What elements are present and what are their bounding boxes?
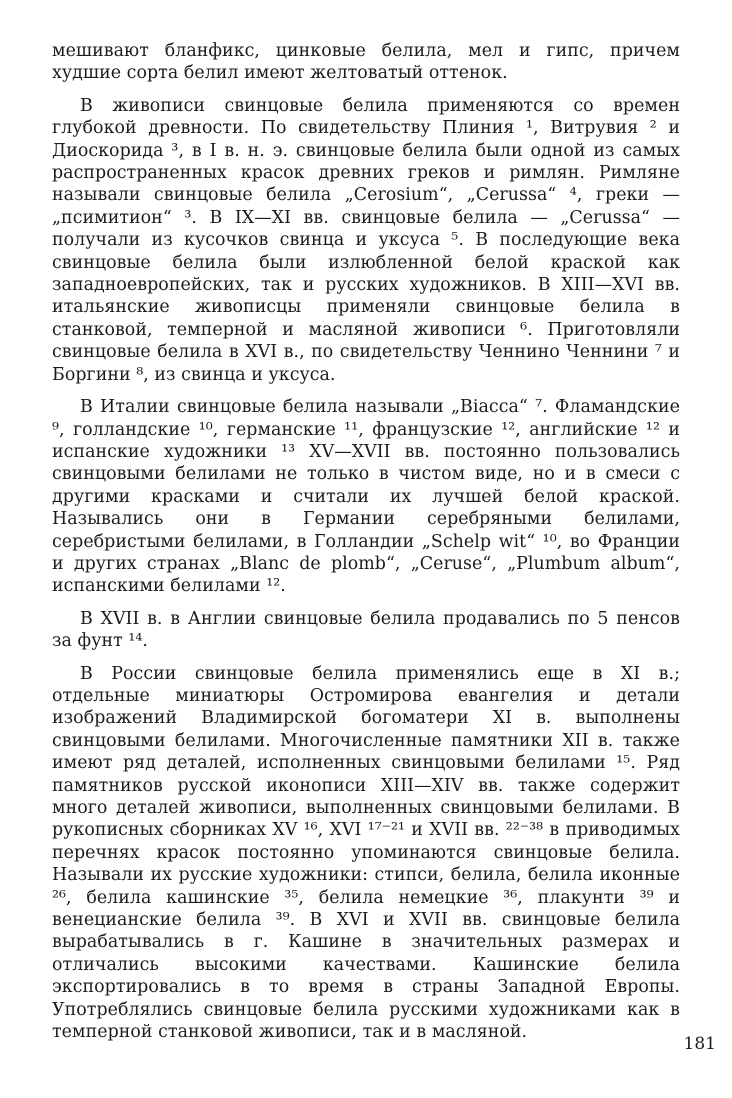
book-page [52, 40, 680, 1080]
paragraph-gap [52, 653, 680, 663]
paragraph-gap [52, 85, 680, 95]
paragraph-antiquity: В живописи свинцовые белила применяются со времен глубокой древности. По свидетельству Плиния ¹, Витрувия ² и Диоскорида ³, в I в. н. э. свинцовые белила были одной из самых распространенных красок древних греков и римлян. Римляне называли свинцовые белила „Cerosium“, „Cerussa“ ⁴, греки — „псимитион“ ³. В IX—XI вв. свинцовые белила — „Cerussa“ — получали из кусочков свинца и уксуса ⁵. В последующие века свинцовые белила были излюбленной белой краской как западноевропейских, так и русских художников. В XIII—XVI вв. итальянские живописцы применяли свинцовые белила в станковой, темперной и масляной живописи ⁶. Приготовляли свинцовые белила в XVI в., по свидетельству Ченнино Ченнини ⁷ и Боргини ⁸, из свинца и уксуса. [52, 95, 680, 385]
paragraph-russia: В России свинцовые белила применялись еще в XI в.; отдельные миниатюры Остромирова евангелия и детали изображений Владимирской богоматери XI в. выполнены свинцовыми белилами. Многочисленные памятники XII в. также имеют ряд деталей, исполненных свинцовыми белилами ¹⁵. Ряд памятников русской иконописи XIII—XIV вв. также содержит много деталей живописи, выполненных свинцовыми белилами. В рукописных сборниках XV ¹⁶, XVI ¹⁷⁻²¹ и XVII вв. ²²⁻³⁸ в приводимых перечнях красок постоянно упоминаются свинцовые белила. Называли их русские художники: стипси, белила, белила иконные ²⁶, белила кашинские ³⁵, белила немецкие ³⁶, плакунти ³⁹ и венецианские белила ³⁹. В XVI и XVII вв. свинцовые белила вырабатывались в г. Кашине в значительных размерах и отличались высокими качествами. Кашинские белила экспортировались в то время в страны Западной Европы. Употреблялись свинцовые белила русскими художниками как в темперной станковой живописи, так и в масляной. [52, 663, 680, 1043]
paragraph-italy: В Италии свинцовые белила называли „Biacca“ ⁷. Фламандские ⁹, голландские ¹⁰, германские ¹¹, французские ¹², английские ¹² и испанские художники ¹³ XV—XVII вв. постоянно пользовались свинцовыми белилами не только в чистом виде, но и в смеси с другими красками и считали их лучшей белой краской. Назывались они в Германии серебряными белилами, серебристыми белилами, в Голландии „Schelp wit“ ¹⁰, во Франции и других странах „Blanc de plomb“, „Ceruse“, „Plumbum album“, испанскими белилами ¹². [52, 397, 680, 597]
paragraph-continuation: мешивают бланфикс, цинковые белила, мел и гипс, причем худшие сорта белил имеют желтоватый оттенок. [52, 41, 680, 84]
page-number: 181 [683, 1034, 716, 1054]
paragraph-england: В XVII в. в Англии свинцовые белила продавались по 5 пенсов за фунт ¹⁴. [52, 608, 680, 652]
paragraph-gap [52, 386, 680, 396]
paragraph-gap [52, 598, 680, 608]
